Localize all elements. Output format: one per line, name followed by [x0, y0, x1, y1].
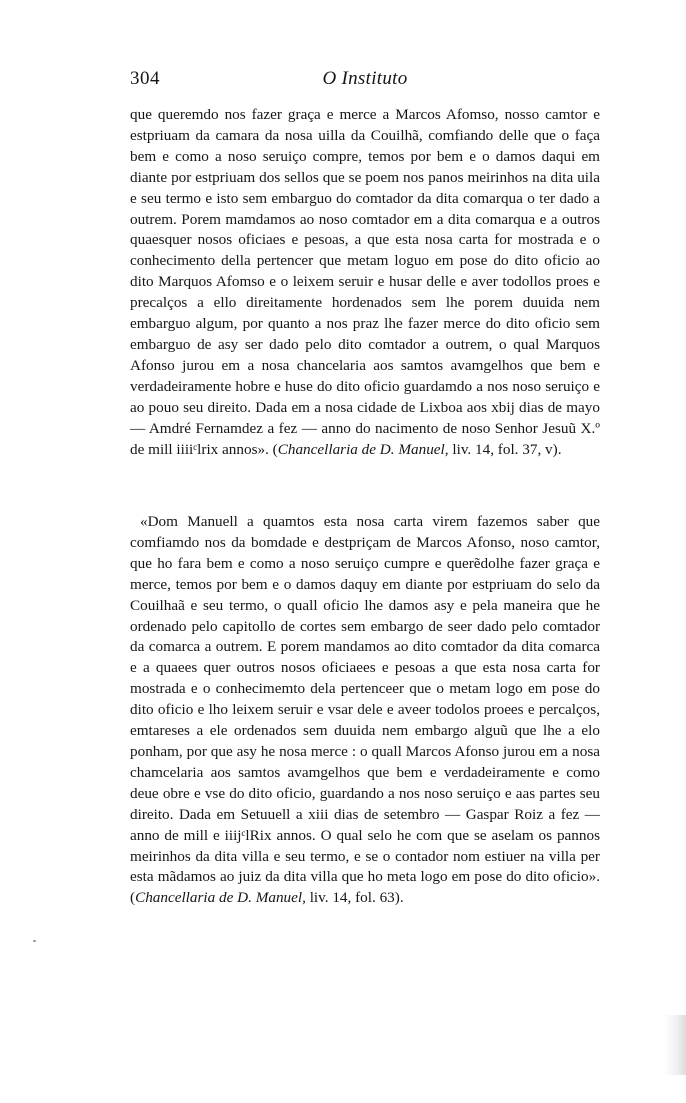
running-title: O Instituto — [322, 68, 408, 89]
paragraph-1-text: que queremdo nos fazer graça e merce a Marcos Afomso, nosso camtor e estpriuam da camara da nosa uilla da Couilhã, comfiando delle que o faça bem e como a noso seruiço compre, temos por bem e o damos daqui em diante por estpriuam dos sellos que se poem nos panos meirinhos na dita uila e seu termo e isto sem embarguo do comtador da dita comarqua o ter dado a outrem. Porem mamdamos ao noso comtador em a dita comarqua e a outros quaesquer nosos oficiaes e pesoas, a que esta nosa carta for mostrada e o conhecimento della pertencer que metam loguo em pose do dito oficio ao dito Marquos Afomso e o leixem seruir e husar delle e aver todollos proes e precalços a ello direitamente hordenados sem lhe porem duuida nem embarguo algum, por quanto a nos praz lhe fazer merce do dito oficio sem embarguo de asy ser dado pelo dito comtador a outrem, o qual Marquos Afonso jurou em a nosa chancelaria aos samtos avamgelhos que bem e verdadeiramente hobre e huse do dito oficio guardamdo a nos noso seruiço e ao pouo seu direito. Dada em a nosa cidade de Lixboa aos xbij dias de mayo — Amdré Fernamdez a fez — anno do nacimento de noso Senhor Jesuũ X.º de mill iiiiᶜlrix annos». ( — [130, 106, 600, 458]
running-header — [130, 68, 600, 96]
paragraph-1-citation-work: Chancellaria de D. Manuel, — [277, 440, 449, 458]
paragraph-1 — [130, 105, 600, 460]
paragraph-1-citation-rest: liv. 14, fol. 37, v). — [448, 440, 562, 458]
page-number: 304 — [130, 68, 160, 89]
paragraph-2-citation-work: Chancellaria de D. Manuel, — [135, 889, 306, 907]
paragraph-2-text: «Dom Manuell a quamtos esta nosa carta virem fazemos saber que comfiamdo nos da bomdade e destpriçam de Marcos Afonso, noso camtor, que ho fara bem e como a noso seruiço cumpre e querẽdolhe fazer graça e merce, temos por bem e o damos daquy em diante por estpriuam do selo da Couilhaã e seu termo, o quall oficio lhe damos asy e pela maneira que he ordenado pelo capitollo de cortes sem embargo de seer dado pelo comtador da comarca a outrem. E porem mandamos ao dito comtador da dita comarca e a quaees quer outros nosos oficiaees e pesoas a que esta nosa carta for mostrada e o conhecimemto dela pertenceer que o metam logo em pose do dito oficio e lho leixem seruir e vsar dele e aveer todolos proees e percalços, emtareses a ele ordenados sem duuida nem embargo alguũ que lhe a elo ponham, por que asy he nosa merce : o quall Marcos Afonso jurou em a nosa chamcelaria aos samtos avamgelhos que bem e verdadeiramente e como deue obre e vse do dito oficio, guardando a nos noso seruiço e aas partes seu direito. Dada em Setuuell a xiii dias de setembro — Gaspar Roiz a fez — anno de mill e iiijᶜlRix annos. O qual selo he com que se aselam os pannos meirinhos da dita villa e seu termo, e se o contador nom estiuer na villa per esta mãdamos ao juiz da dita villa que ho meta logo em pose do dito oficio». ( — [130, 513, 600, 907]
paper-fleck — [33, 940, 36, 942]
paragraph-2-citation-rest: liv. 14, fol. 63). — [305, 889, 404, 907]
page-edge-shadow — [664, 1015, 686, 1075]
paragraph-2 — [130, 512, 600, 909]
